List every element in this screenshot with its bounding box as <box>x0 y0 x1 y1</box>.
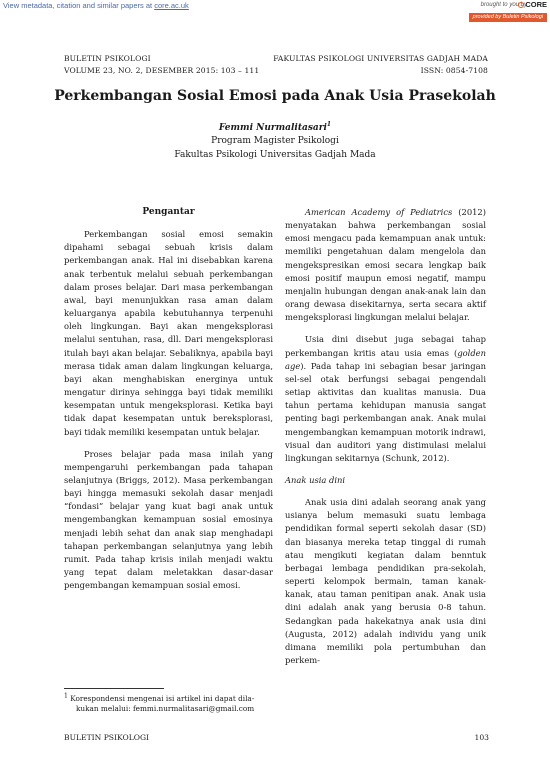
footer-journal: BULETIN PSIKOLOGI <box>64 733 150 742</box>
footnote-divider <box>64 688 164 689</box>
right-column <box>285 206 486 676</box>
volume-info: VOLUME 23, NO. 2, DESEMBER 2015: 103 – 111 <box>64 66 260 75</box>
page-number: 103 <box>474 733 489 742</box>
footnote-mark: 1 <box>326 121 332 128</box>
subsection-heading: Anak usia dini <box>285 474 346 485</box>
footnote: $^1$ Korespondensi mengenai isi artikel ini dapat dila- kukan melalui: femmi.nurmalitasari@gmail.com <box>64 692 273 714</box>
author-program: Program Magister Psikologi <box>211 136 339 146</box>
paragraph: Usia dini disebut juga sebagai tahap perkembangan kritis atau usia emas (golden age). Pada tahap ini sebagian besar jaringan sel-sel otak berfungsi sebagai pengendali setiap aktivitas dan kualitas manusia. Dua tahun pertama kehidupan manusia sangat penting bagi perkembangan anak. Anak mulai mengembangkan kemampuan motorik indrawi, visual dan auditori yang distimulasi melalui lingkungan sekitarnya (Schunk, 2012). <box>285 334 486 463</box>
section-heading-pengantar: Pengantar <box>142 207 195 217</box>
core-logo-icon <box>518 2 524 8</box>
faculty-name: FAKULTAS PSIKOLOGI UNIVERSITAS GADJAH MADA <box>273 54 488 63</box>
paragraph: Perkembangan sosial emosi semakin dipahami sebagai sebuah krisis dalam perkembangan anak. Hal ini disebabkan karena anak terbentuk melalui sebuah perkembangan dalam proses belajar. Dari masa perkembangan awal, bayi menunjukkan rasa aman dalam keluarganya apabila kebutuhannya terpenuhi oleh lingkungan. Bayi akan mengeksplorasi melalui sentuhan, rasa, dll. Dari mengeksplorasi itulah bayi akan belajar. Sebaliknya, apabila bayi merasa tidak aman dalam lingkungan keluarga, bayi akan menghabiskan energinya untuk mengatur dirinya sehingga bayi tidak memiliki kesempatan untuk mengeksplorasi. Ketika bayi tidak dapat kesempatan untuk bereksplorasi, bayi tidak memiliki kesempatan untuk belajar. <box>64 229 273 437</box>
footnote-email: kukan melalui: femmi.nurmalitasari@gmail.com <box>76 704 255 714</box>
core-metadata-link[interactable]: View metadata, citation and similar papers at core.ac.uk <box>3 1 189 10</box>
core-banner <box>0 0 550 13</box>
core-logo[interactable]: CORE <box>518 0 547 9</box>
core-url[interactable]: core.ac.uk <box>154 1 189 10</box>
organization-name: American Academy of Pediatrics <box>305 207 453 217</box>
author-affiliation: Fakultas Psikologi Universitas Gadjah Mada <box>174 150 376 160</box>
running-header-left <box>64 53 259 77</box>
article-title: Perkembangan Sosial Emosi pada Anak Usia Prasekolah <box>54 88 496 104</box>
core-brought-text: brought to you by <box>480 2 527 8</box>
core-provided-badge[interactable]: provided by Buletin Psikologi <box>469 13 547 22</box>
paragraph: American Academy of Pediatrics (2012) menyatakan bahwa perkembangan sosial emosi mengacu pada kemampuan anak untuk: memiliki pengetahuan dalam mengelola dan mengekspresikan emosi secara lengkap baik emosi positif maupun emosi negatif, mampu menjalin hubungan dengan anak-anak lain dan orang dewasa disekitarnya, serta secara aktif mengeksplorasi lingkungan melalui belajar. <box>285 207 486 323</box>
journal-name: BULETIN PSIKOLOGI <box>64 54 151 63</box>
author-name: Femmi Nurmalitasari$^1$ <box>218 121 332 133</box>
paragraph: Anak usia dini adalah seorang anak yang usianya belum memasuki suatu lembaga pendidikan formal seperti sekolah dasar (SD) dan biasanya mereka tetap tinggal di rumah atau mengikuti kegiatan dalam benntuk berbagai lembaga pendidikan pra-sekolah, seperti kelompok bermain, taman kanak-kanak, atau taman penitipan anak. Anak usia dini adalah anak yang berusia 0-8 tahun. Sedangkan pada hakekatnya anak usia dini (Augusta, 2012) adalah individu yang unik dimana memiliki pola pertumbuhan dan perkem- <box>285 497 486 665</box>
left-column <box>64 206 273 601</box>
issn: ISSN: 0854-7108 <box>420 66 488 75</box>
running-header-right <box>273 53 488 77</box>
paragraph: Proses belajar pada masa inilah yang mempengaruhi perkembangan pada tahapan selanjutnya (Briggs, 2012). Masa perkembangan bayi hingga memasuki sekolah dasar menjadi “fondasi” belajar yang kuat bagi anak untuk mengembangkan kemampuan sosial emosinya menjadi lebih sehat dan anak siap menghadapi tahapan perkembangan selanjutnya yang lebih rumit. Pada tahap krisis inilah menjadi waktu yang tepat dalam meletakkan dasar-dasar pengembangan kemampuan sosial emosi. <box>64 448 273 591</box>
golden-age-term: golden age <box>285 347 486 371</box>
